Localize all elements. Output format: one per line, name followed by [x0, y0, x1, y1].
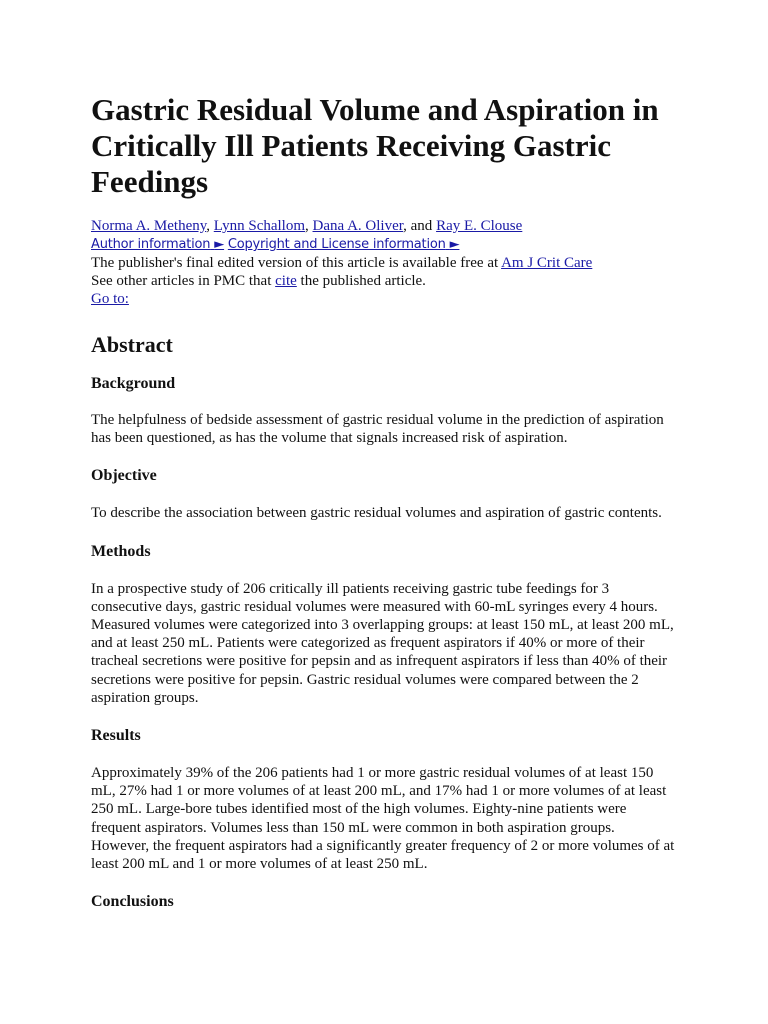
- author-link-schallom[interactable]: Lynn Schallom: [213, 218, 306, 234]
- paragraph-line: tracheal secretions were positive for pepsin and as infrequent aspirators if less than 40% of their: [91, 653, 668, 670]
- paragraph-line: The helpfulness of bedside assessment of gastric residual volume in the prediction of aspiration: [91, 412, 664, 428]
- paragraph-line: Measured volumes were categorized into 3 overlapping groups: at least 150 mL, at least 200 mL,: [91, 617, 674, 634]
- paragraph-line: frequent aspirators. Volumes less than 150 mL were common in both aspiration groups.: [91, 819, 615, 836]
- abstract-heading: Abstract: [91, 332, 173, 357]
- article-title: Gastric Residual Volume and Aspiration in Critically Ill Patients Receiving Gastric Feedings: [91, 92, 659, 199]
- paragraph-line: consecutive days, gastric residual volumes were measured with 60-mL syringes every 4 hours.: [91, 598, 658, 615]
- goto-line: [91, 290, 691, 308]
- citing-suffix: the published article.: [296, 273, 426, 289]
- triangle-right-icon: ►: [214, 237, 225, 252]
- background-heading: Background: [91, 375, 176, 392]
- citing-articles-note: [91, 272, 691, 290]
- results-heading: Results: [91, 727, 141, 745]
- author-link-metheny[interactable]: Norma A. Metheny: [91, 218, 207, 234]
- methods-heading: Methods: [91, 542, 151, 560]
- paragraph-line: least 200 mL and 1 or more volumes of at least 250 mL.: [91, 856, 428, 873]
- author-information-label: Author information: [91, 237, 211, 252]
- paragraph-line: 250 mL. Large-bore tubes identified most of the high volumes. Eighty-nine patients were: [91, 801, 627, 818]
- methods-paragraph: [91, 580, 691, 707]
- author-separator: ,: [305, 218, 313, 234]
- paragraph-line: In a prospective study of 206 critically ill patients receiving gastric tube feedings for 3: [91, 580, 610, 597]
- objective-heading: Objective: [91, 467, 157, 485]
- objective-paragraph: [91, 504, 691, 522]
- citing-prefix: See other articles in PMC that: [91, 273, 276, 289]
- author-link-clouse[interactable]: Ray E. Clouse: [436, 218, 523, 234]
- copyright-license-toggle[interactable]: [228, 237, 460, 252]
- paragraph-line: and at least 250 mL. Patients were categorized as frequent aspirators if 40% or more of their: [91, 635, 645, 652]
- conclusions-heading: Conclusions: [91, 893, 174, 911]
- article-page: [91, 92, 691, 912]
- paragraph-line: has been questioned, as has the volume that signals increased risk of aspiration.: [91, 430, 568, 447]
- author-separator: , and: [403, 218, 437, 234]
- author-information-toggle[interactable]: [91, 237, 224, 252]
- publisher-note: [91, 254, 691, 272]
- paragraph-line: However, the frequent aspirators had a significantly greater frequency of 2 or more volumes of at: [91, 837, 675, 854]
- paragraph-line: To describe the association between gastric residual volumes and aspiration of gastric contents.: [91, 505, 662, 522]
- author-list: [91, 217, 691, 235]
- cite-link[interactable]: cite: [275, 273, 297, 289]
- paragraph-line: Approximately 39% of the 206 patients had 1 or more gastric residual volumes of at least 150: [91, 765, 654, 782]
- paragraph-line: secretions were positive for pepsin. Gastric residual volumes were compared between the 2: [91, 671, 639, 688]
- results-paragraph: [91, 764, 691, 873]
- copyright-license-label: Copyright and License information: [227, 237, 446, 252]
- author-link-oliver[interactable]: Dana A. Oliver: [312, 218, 404, 234]
- publisher-note-text: The publisher's final edited version of this article is available free at: [91, 255, 502, 271]
- paragraph-line: aspiration groups.: [91, 689, 199, 706]
- info-toggles: [91, 235, 691, 254]
- paragraph-line: mL, 27% had 1 or more volumes of at least 200 mL, and 17% had 1 or more volumes of at least: [91, 783, 667, 800]
- journal-link[interactable]: Am J Crit Care: [501, 255, 593, 271]
- article-meta: [91, 217, 691, 308]
- author-separator: ,: [206, 218, 214, 234]
- goto-link[interactable]: Go to:: [91, 291, 129, 307]
- triangle-right-icon: ►: [449, 237, 460, 252]
- background-paragraph: [91, 411, 691, 447]
